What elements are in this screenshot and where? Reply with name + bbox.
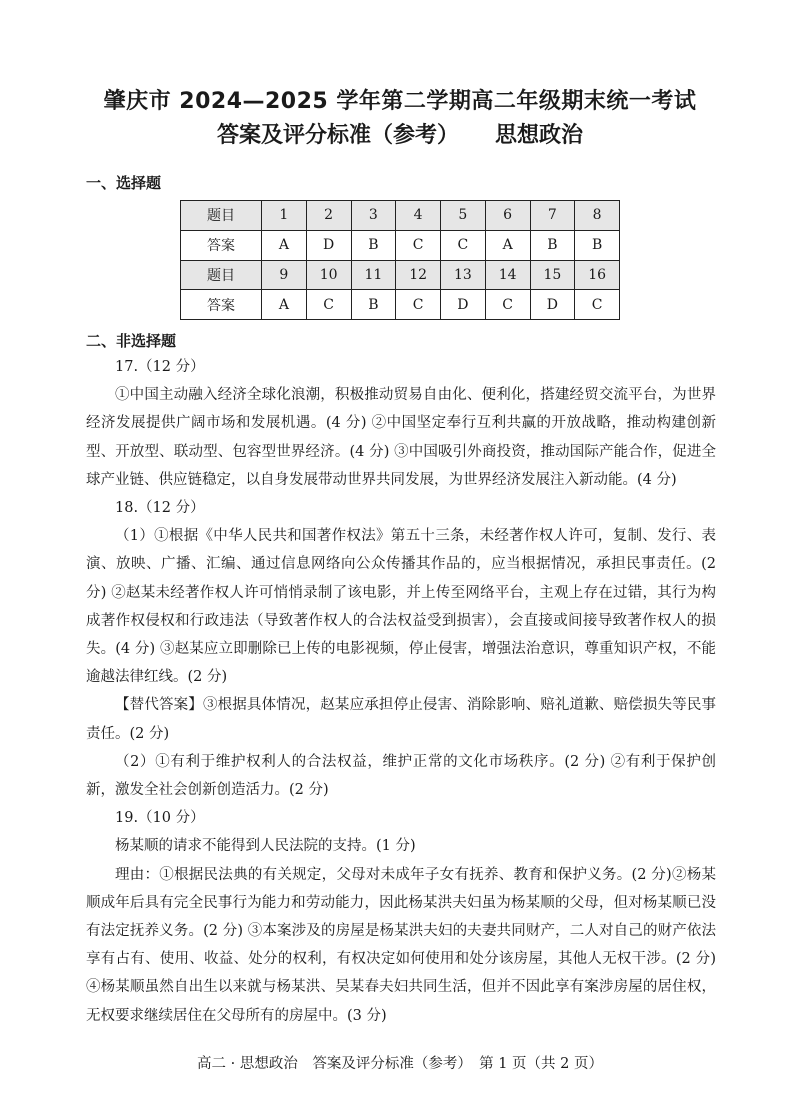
question-number: 1 [262, 201, 307, 231]
question-number: 8 [575, 201, 620, 231]
question-number: 16 [575, 260, 620, 290]
answer-cell: A [262, 230, 307, 260]
question-number: 5 [441, 201, 486, 231]
subject-label: 思想政治 [495, 123, 584, 148]
answer-cell: B [575, 230, 620, 260]
question-number: 9 [262, 260, 307, 290]
table-row [181, 201, 620, 231]
answer-cell: C [396, 230, 441, 260]
question-number: 6 [485, 201, 530, 231]
answer-cell: C [441, 230, 486, 260]
question-19-heading: 19.（10 分） [115, 810, 205, 827]
question-number: 2 [306, 201, 351, 231]
question-number: 3 [351, 201, 396, 231]
answer-cell: C [485, 290, 530, 320]
answer-table [180, 200, 620, 320]
answer-cell: B [351, 230, 396, 260]
question-number: 15 [530, 260, 575, 290]
exam-title: 肇庆市 2024—2025 学年第二学期高二年级期末统一考试 [103, 89, 697, 114]
question-18-part2-answer: （2）①有利于维护权利人的合法权益，维护正常的文化市场秩序。(2 分) ②有利于保护创新，激发全社会创新创造活力。(2 分) [86, 753, 716, 799]
answer-cell: C [575, 290, 620, 320]
answer-body [86, 353, 716, 1030]
answer-cell: A [485, 230, 530, 260]
question-number: 11 [351, 260, 396, 290]
answer-key-title [0, 118, 800, 149]
question-19-conclusion: 杨某顺的请求不能得到人民法院的支持。(1 分) [115, 838, 416, 855]
page-footer: 高二 · 思想政治 答案及评分标准（参考） 第 1 页（共 2 页） [197, 1056, 603, 1072]
question-18-alternative-answer: 【替代答案】③根据具体情况，赵某应承担停止侵害、消除影响、赔礼道歉、赔偿损失等民事责任。(2 分) [86, 697, 716, 742]
answer-cell: C [306, 290, 351, 320]
answer-cell: D [306, 230, 351, 260]
question-number: 13 [441, 260, 486, 290]
row-label: 答案 [181, 230, 262, 260]
question-number: 10 [306, 260, 351, 290]
question-18-part1-answer: （1）①根据《中华人民共和国著作权法》第五十三条，未经著作权人许可，复制、发行、表演、放映、广播、汇编、通过信息网络向公众传播其作品的，应当根据情况，承担民事责任。(2 分) ②赵某未经著作权人许可悄悄录制了该电影，并上传至网络平台，主观上存在过错，其行为构成著作权侵权和行政违法（导致著作权人的合法权益受到损害），会直接或间接导致著作权人的损失。(4 分) ③赵某应立即删除已上传的电影视频，停止侵害，增强法治意识，尊重知识产权，不能逾越法律红线。(2 分) [86, 528, 716, 686]
table-row [181, 290, 620, 320]
answer-cell: D [441, 290, 486, 320]
question-17-answer: ①中国主动融入经济全球化浪潮，积极推动贸易自由化、便利化，搭建经贸交流平台，为世界经济发展提供广阔市场和发展机遇。(4 分) ②中国坚定奉行互利共赢的开放战略，推动构建创新型、开放型、联动型、包容型世界经济。(4 分) ③中国吸引外商投资，推动国际产能合作，促进全球产业链、供应链稳定，以自身发展带动世界共同发展，为世界经济发展注入新动能。(4 分) [86, 387, 716, 488]
answer-cell: C [396, 290, 441, 320]
question-number: 4 [396, 201, 441, 231]
answer-cell: D [530, 290, 575, 320]
question-17-heading: 17.（12 分） [115, 359, 205, 375]
answer-cell: A [262, 290, 307, 320]
table-row [181, 260, 620, 290]
question-18-heading: 18.（12 分） [115, 500, 205, 517]
answer-cell: B [530, 230, 575, 260]
row-label: 题目 [181, 260, 262, 290]
answer-cell: B [351, 290, 396, 320]
answer-key-label: 答案及评分标准（参考） [216, 123, 459, 148]
table-row [181, 230, 620, 260]
question-number: 7 [530, 201, 575, 231]
row-label: 题目 [181, 201, 262, 231]
section-heading-choice: 一、选择题 [86, 174, 162, 192]
question-number: 12 [396, 260, 441, 290]
section-heading-nonchoice: 二、非选择题 [86, 332, 177, 350]
question-19-reasons: 理由：①根据民法典的有关规定，父母对未成年子女有抚养、教育和保护义务。(2 分)②杨某顺成年后具有完全民事行为能力和劳动能力，因此杨某洪夫妇虽为杨某顺的父母，但对杨某顺已没有法定抚养义务。(2 分) ③本案涉及的房屋是杨某洪夫妇的夫妻共同财产，二人对自己的财产依法享有占有、使用、收益、处分的权利，有权决定如何使用和处分该房屋，其他人无权干涉。(2 分) ④杨某顺虽然自出生以来就与杨某洪、吴某春夫妇共同生活，但并不因此享有案涉房屋的居住权，无权要求继续居住在父母所有的房屋中。(3 分) [86, 866, 716, 1024]
question-number: 14 [485, 260, 530, 290]
row-label: 答案 [181, 290, 262, 320]
